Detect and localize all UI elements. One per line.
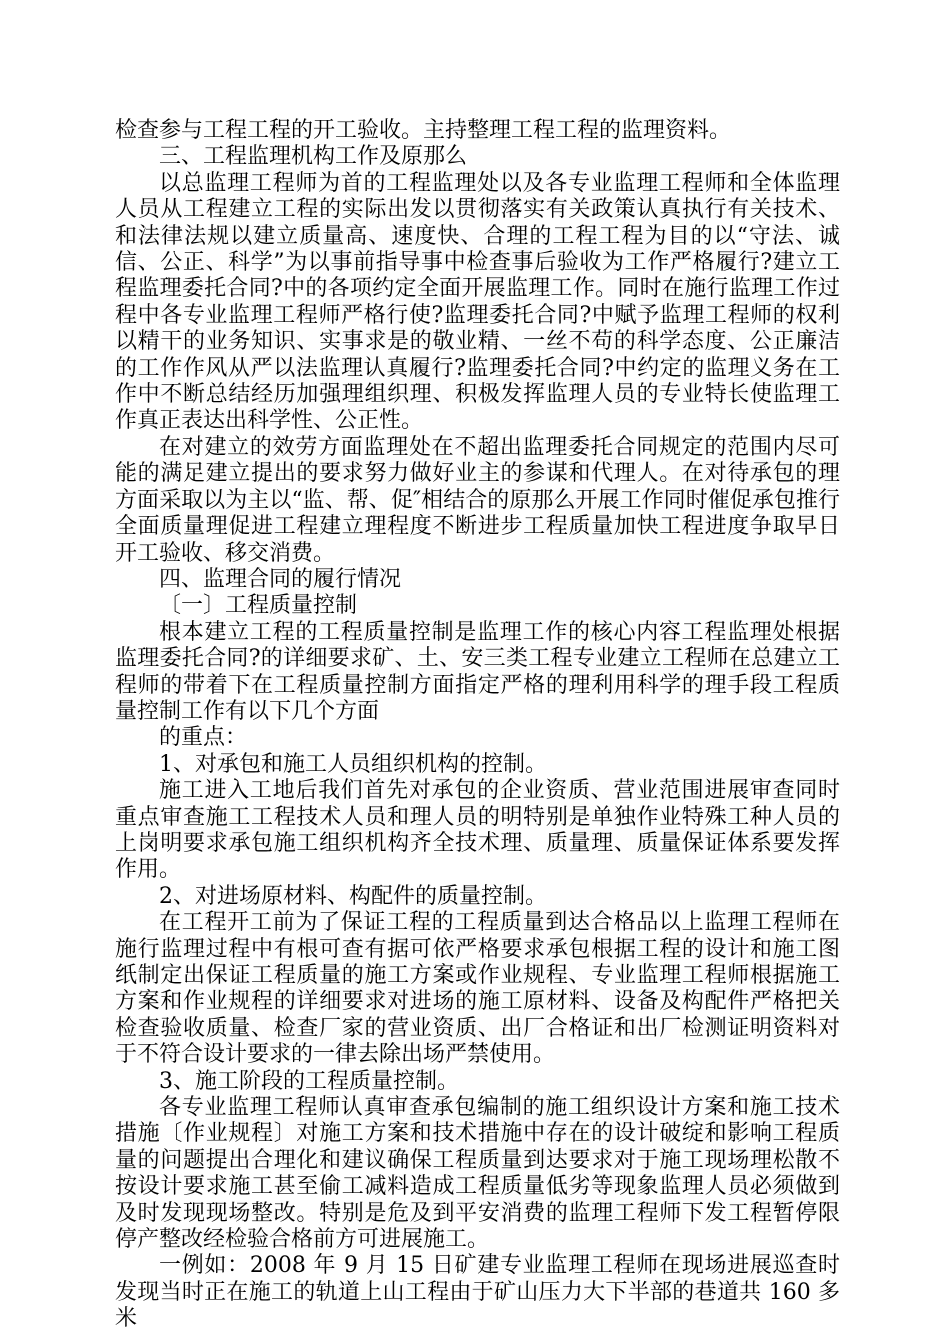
item-heading-2: 2、对进场原材料、构配件的质量控制。	[159, 883, 547, 909]
item-heading-3: 3、施工阶段的工程质量控制。	[159, 1068, 459, 1094]
subsection-heading-1: 〔一〕工程质量控制	[159, 593, 358, 619]
paragraph-key-points: 的重点：	[159, 725, 248, 751]
paragraph-continuation: 检查参与工程工程的开工验收。主持整理工程工程的监理资料。	[115, 118, 732, 143]
paragraph-contractor-review: 施工进入工地后我们首先对承包的企业资质、营业范围进展审查同时重点审查施工工程技术人员和理人员的明特别是单独作业特殊工种人员的上岗明要求承包施工组织机构齐全技术理、质量理、质量保证体系要发挥作用。	[115, 778, 840, 883]
section-heading-4: 四、监理合同的履行情况	[159, 566, 402, 592]
section-heading-3: 三、工程监理机构工作及原那么	[159, 144, 468, 170]
paragraph-quality-control: 根本建立工程的工程质量控制是监理工作的核心内容工程监理处根据监理委托合同?的详细要求矿、土、安三类工程专业建立工程师在总建立工程师的带着下在工程质量控制方面指定严格的理利用科学的理手段工程质量控制工作有以下几个方面	[115, 619, 840, 724]
paragraph-example: 一例如：2008 年 9 月 15 日矿建专业监理工程师在现场进展巡查时发现当时正在施工的轨道上山工程由于矿山压力大下半部的巷道共 160 多米	[115, 1253, 840, 1332]
paragraph-construction-phase: 各专业监理工程师认真审查承包编制的施工组织设计方案和施工技术措施〔作业规程〕对施工方案和技术措施中存在的设计破绽和影响工程质量的问题提出合理化和建议确保工程质量到达要求对于施工现场理松散不按设计要求施工甚至偷工减料造成工程质量低劣等现象监理人员必须做到及时发现现场整改。特别是危及到平安消费的监理工程师下发工程暂停限停产整改经检验合格前方可进展施工。	[115, 1095, 840, 1253]
document-page	[115, 118, 840, 1333]
paragraph-materials: 在工程开工前为了保证工程的工程质量到达合格品以上监理工程师在施行监理过程中有根可查有据可依严格要求承包根据工程的设计和施工图纸制定出保证工程质量的施工方案或作业规程、专业监理工程师根据施工方案和作业规程的详细要求对进场的施工原材料、设备及构配件严格把关检查验收质量、检查厂家的营业资质、出厂合格证和出厂检测证明资料对于不符合设计要求的一律去除出场严禁使用。	[115, 910, 840, 1068]
item-heading-1: 1、对承包和施工人员组织机构的控制。	[159, 751, 547, 777]
paragraph-principles: 以总监理工程师为首的工程监理处以及各专业监理工程师和全体监理人员从工程建立工程的实际出发以贯彻落实有关政策认真执行有关技术、和法律法规以建立质量高、速度快、合理的工程工程为目的以“守法、诚信、公正、科学”为以事前指导事中检查事后验收为工作严格履行?建立工程监理委托合同?中的各项约定全面开展监理工作。同时在施行监理工作过程中各专业监理工程师严格行使?监理委托合同?中赋予监理工程师的权利以精干的业务知识、实事求是的敬业精、一丝不苟的科学态度、公正廉洁的工作作风从严以法监理认真履行?监理委托合同?中约定的监理义务在工作中不断总结经历加强理组织理、积极发挥监理人员的专业特长使监理工作真正表达出科学性、公正性。	[115, 170, 840, 434]
paragraph-service: 在对建立的效劳方面监理处在不超出监理委托合同规定的范围内尽可能的满足建立提出的要求努力做好业主的参谋和代理人。在对待承包的理方面采取以为主以“监、帮、促″相结合的原那么开展工作同时催促承包推行全面质量理促进工程建立理程度不断进步工程质量加快工程进度争取早日开工验收、移交消费。	[115, 434, 840, 566]
